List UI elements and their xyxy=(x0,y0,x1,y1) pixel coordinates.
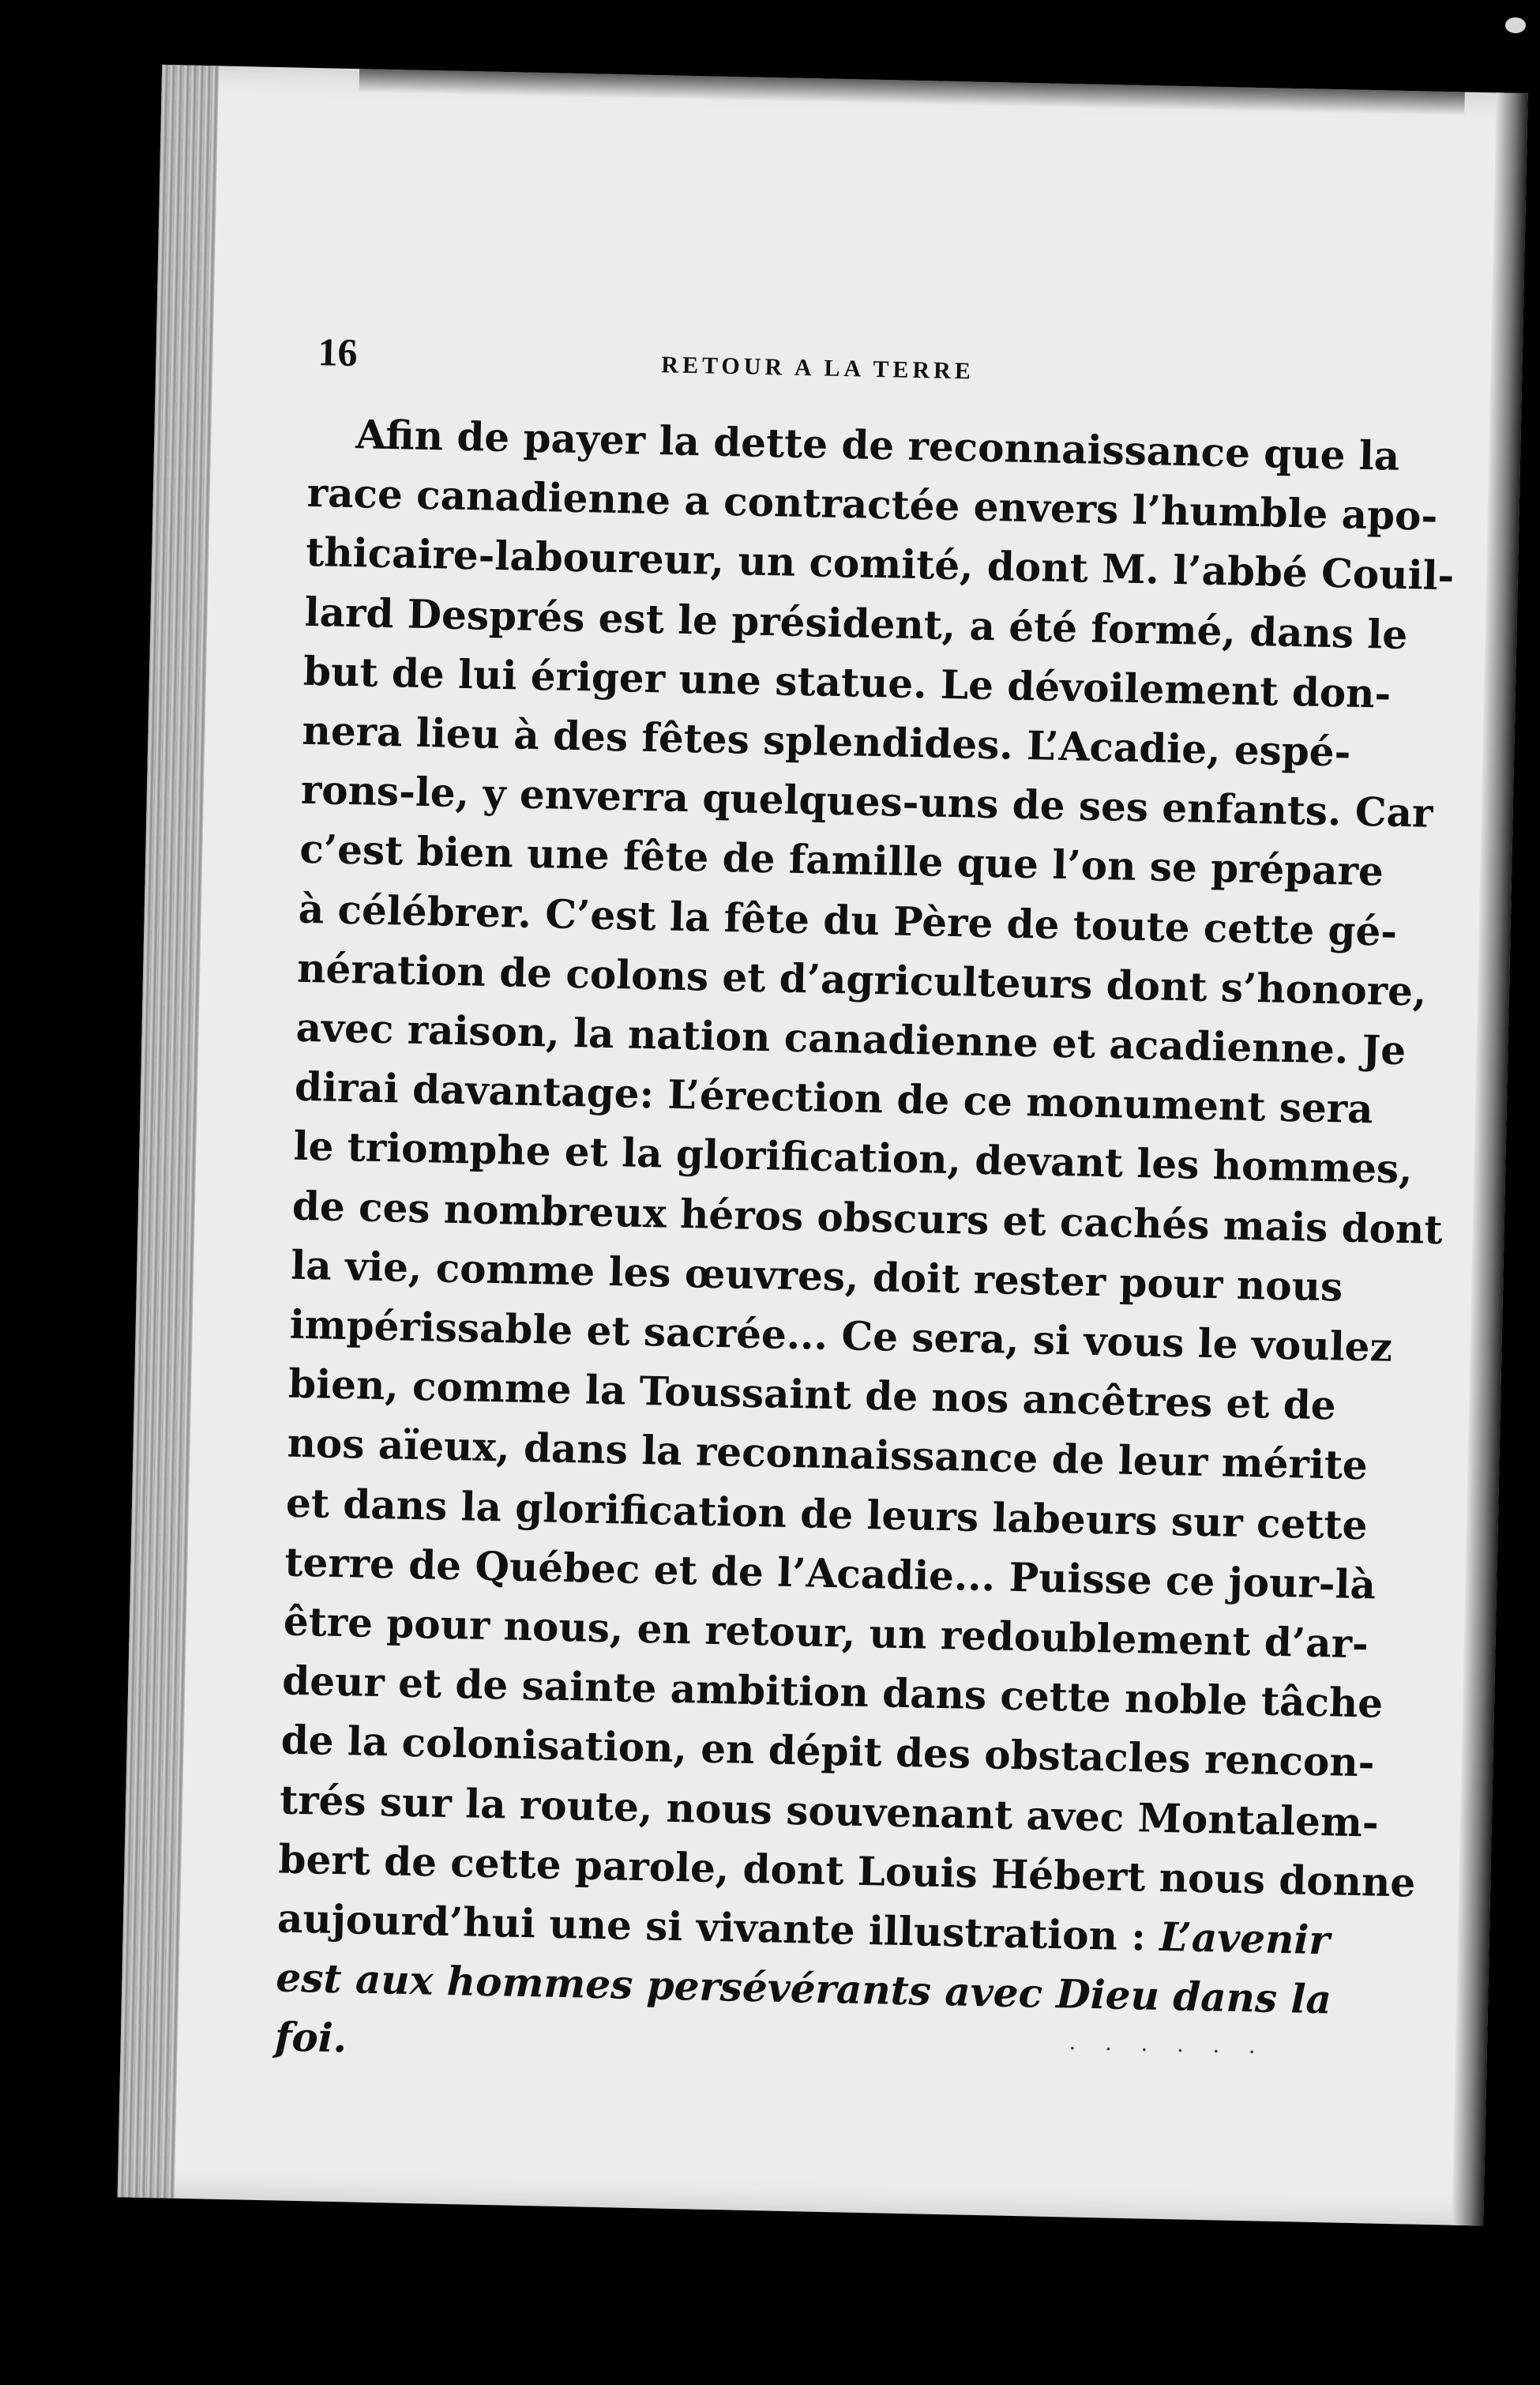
page-gutter xyxy=(118,65,220,2199)
text-line: dirai davantage: L’érection de ce monument sera xyxy=(294,1063,1374,1133)
text-line: être pour nous, en retour, un redoublement d’ar- xyxy=(283,1597,1369,1668)
text-line: nera lieu à des fêtes splendides. L’Acadie, espé- xyxy=(301,706,1351,776)
text-line: et dans la glorification de leurs labeurs sur cette xyxy=(285,1479,1369,1548)
text-line: nération de colons et d’agriculteurs dont s’honore, xyxy=(296,944,1427,1015)
text-line: race canadienne a contractée envers l’humble apo- xyxy=(306,469,1438,540)
text-line: à célébrer. C’est la fête du Père de toute cette gé- xyxy=(298,885,1398,955)
text-line: avec raison, la nation canadienne et acadienne. Je xyxy=(295,1003,1407,1074)
book-page xyxy=(118,65,1528,2226)
text-line: thicaire-laboureur, un comité, dont M. l’abbé Couil- xyxy=(305,529,1455,600)
text-line: nos aïeux, dans la reconnaissance de leur mérite xyxy=(287,1420,1369,1489)
text-line: la vie, comme les œuvres, doit rester pour nous xyxy=(290,1241,1343,1311)
text-line: Afin de payer la dette de reconnaissance que la xyxy=(355,411,1400,480)
text-line: terre de Québec et de l’Acadie... Puisse ce jour-là xyxy=(284,1538,1377,1608)
page-number: 16 xyxy=(317,329,359,375)
running-head: RETOUR A LA TERRE xyxy=(661,352,975,385)
text-line: deur et de sainte ambition dans cette noble tâche xyxy=(281,1657,1384,1727)
text-line: bert de cette parole, dont Louis Hébert nous donne xyxy=(278,1835,1416,1906)
text-line: de ces nombreux héros obscurs et cachés mais dont xyxy=(291,1182,1444,1253)
italic-quote-start: L’avenir xyxy=(1159,1913,1331,1964)
text-line: de la colonisation, en dépit des obstacles rencon- xyxy=(280,1716,1376,1786)
text-line-segment: aujourd’hui une si vivante illustration : xyxy=(276,1894,1147,1960)
page-edge xyxy=(1452,92,1528,2225)
text-line: bien, comme la Toussaint de nos ancêtres et de xyxy=(287,1360,1337,1429)
italic-quote-text: foi. xyxy=(274,2013,347,2062)
text-line: rons-le, y enverra quelques-uns de ses enfants. Car xyxy=(300,766,1433,837)
text-line: impérissable et sacrée... Ce sera, si vous le voulez xyxy=(289,1300,1393,1371)
italic-quote-text: est aux hommes persévérants avec Dieu dans la xyxy=(275,1954,1332,2023)
scan-shadow xyxy=(359,69,1465,115)
text-line: c’est bien une fête de famille que l’on se prépare xyxy=(299,826,1384,895)
text-line: le triomphe et la glorification, devant les hommes, xyxy=(292,1123,1414,1193)
scan-noise-dots: · · · · · · xyxy=(1068,2035,1268,2066)
text-line: lard Després est le président, a été formé, dans le xyxy=(304,588,1408,658)
body-paragraph xyxy=(274,404,1455,2090)
text-line: but de lui ériger une statue. Le dévoilement don- xyxy=(302,647,1392,717)
text-line: trés sur la route, nous souvenant avec Montalem- xyxy=(279,1776,1380,1846)
scan-speck xyxy=(1505,17,1526,33)
